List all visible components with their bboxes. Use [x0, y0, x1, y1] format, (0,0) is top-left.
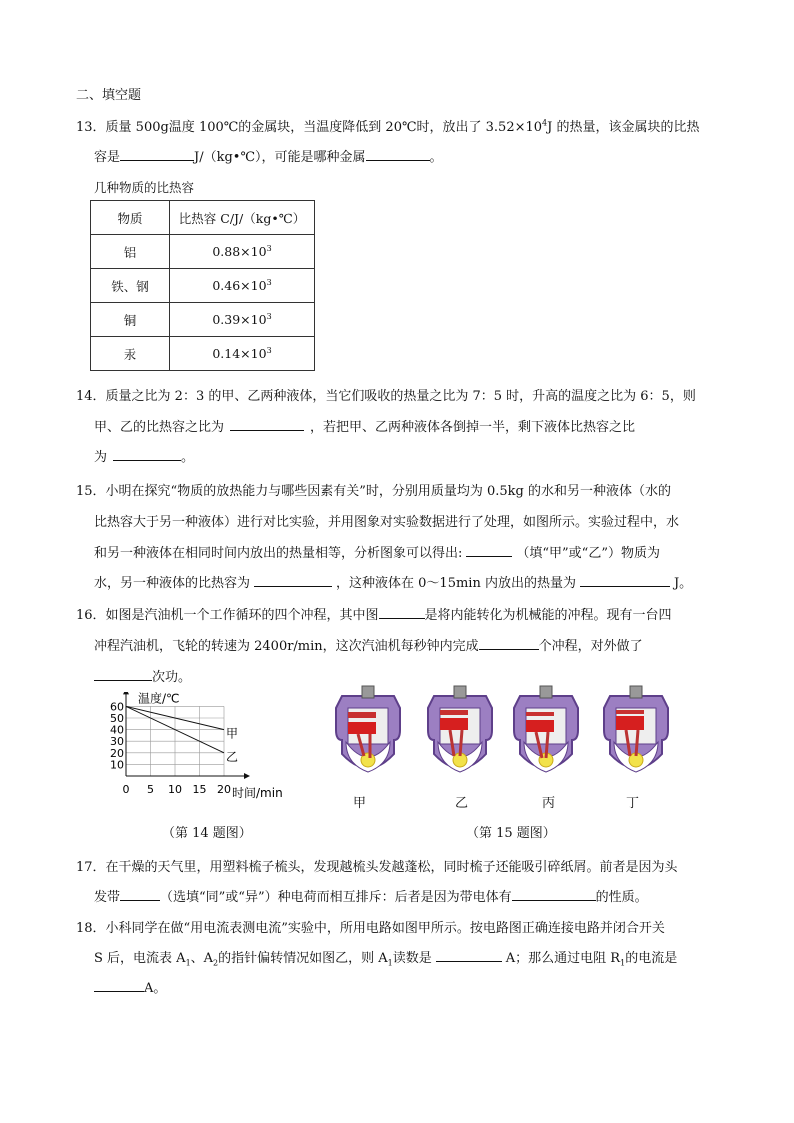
q14-line1: 14．质量之比为 2：3 的甲、乙两种液体，当它们吸收的热量之比为 7：5 时，升高的温度之比为 6：5，则: [76, 389, 696, 404]
specific-heat-table: [90, 200, 315, 371]
engine-yi-icon: [428, 686, 492, 772]
q14-line2: 甲、乙的比热容之比为 ，若把甲、乙两种液体各倒掉一半，剩下液体比热容之比: [94, 420, 636, 435]
series-label: 甲: [226, 726, 239, 741]
answer-blank[interactable]: [580, 574, 670, 587]
table-header-row: [91, 201, 315, 235]
q14-line3: 为 。: [94, 450, 195, 465]
cell-substance: 铁、钢: [91, 269, 170, 303]
q16-line3: 次功。: [94, 666, 191, 685]
q15-line4: 水，另一种液体的比热容为 ，这种液体在 0～15min 内放出的热量为 J。: [94, 576, 693, 591]
series-label: 乙: [226, 749, 239, 764]
y-axis-arrow: [123, 692, 129, 694]
y-tick-label: 30: [110, 735, 124, 749]
header-substance: 物质: [91, 201, 170, 235]
fig14-caption: （第 14 题图）: [162, 826, 252, 841]
x-tick-label: 10: [168, 783, 182, 796]
table-caption: 几种物质的比热容: [94, 180, 195, 195]
q18-line1: 18．小科同学在做“用电流表测电流”实验中，所用电路如图甲所示。按电路图正确连接电路并闭合开关: [76, 921, 665, 936]
cell-substance: 铜: [91, 303, 170, 337]
table-row: [91, 303, 315, 337]
answer-blank[interactable]: [512, 888, 596, 901]
q17-line1: 17．在干燥的天气里，用塑料梳子梳头，发现越梳头发越蓬松，同时梳子还能吸引碎纸屑。前者是因为头: [76, 860, 678, 875]
cell-substance: 铝: [91, 235, 170, 269]
answer-blank[interactable]: [366, 148, 430, 161]
q13-line1: 13．质量 500g温度 100℃的金属块，当温度降低到 20℃时，放出了 $3.52\times 10^4J$ 的热量，该金属块的比热: [76, 118, 700, 135]
answer-blank[interactable]: [230, 418, 304, 431]
y-tick-label: 20: [110, 746, 124, 760]
q18-line2: S 后，电流表 $A_1$、$A_2$的指针偏转情况如图乙，则 $A_1$读数是 A；那么通过电阻 $R_1$的电流是: [94, 951, 678, 968]
engine-label-jia: 甲: [353, 796, 367, 811]
answer-blank[interactable]: [113, 448, 181, 461]
answer-blank[interactable]: [466, 544, 512, 557]
x-tick-label: 15: [192, 783, 207, 796]
answer-blank[interactable]: [479, 637, 539, 650]
answer-blank[interactable]: [379, 606, 425, 619]
q17-line2: 发带 （选填“同”或“异”）种电荷而相互排斥：后者是因为带电体有 的性质。: [94, 890, 648, 905]
answer-blank[interactable]: [120, 888, 160, 901]
x-axis-label: 时间/min: [232, 786, 283, 800]
fig15-caption: （第 15 题图）: [466, 826, 556, 841]
y-tick-label: 40: [110, 723, 124, 737]
cell-value: $0.46\times 10^3$: [170, 269, 315, 303]
cell-substance: 汞: [91, 337, 170, 371]
engine-strokes-diagram: [322, 684, 682, 784]
y-tick-label: 50: [110, 712, 124, 725]
q18-line3: A。: [94, 977, 166, 996]
temperature-time-chart: [100, 692, 300, 810]
engine-jia-icon: [336, 686, 400, 772]
engine-label-bing: 丙: [542, 796, 556, 811]
table-row: [91, 337, 315, 371]
cell-value: $0.88\times 10^3$: [170, 235, 315, 269]
answer-blank[interactable]: [254, 574, 332, 587]
x-axis-arrow: [244, 773, 250, 779]
y-tick-label: 10: [110, 758, 124, 772]
engine-ding-icon: [604, 686, 668, 772]
cell-value: $0.39\times 10^3$: [170, 303, 315, 337]
answer-blank[interactable]: [94, 979, 144, 992]
q16-line2: 冲程汽油机，飞轮的转速为 2400r/min，这次汽油机每秒钟内完成 个冲程，对外做了: [94, 639, 643, 654]
q15-line3: 和另一种液体在相同时间内放出的热量相等，分析图象可以得出: （填“甲”或“乙”）物质为: [94, 546, 660, 561]
q13-line2: 容是 J/（kg•℃），可能是哪种金属 。: [94, 150, 443, 165]
x-tick-label: 20: [217, 783, 231, 796]
answer-blank[interactable]: [120, 148, 194, 161]
engine-bing-icon: [514, 686, 578, 772]
answer-blank[interactable]: [94, 668, 152, 681]
x-tick-label: 0: [122, 783, 130, 796]
x-tick-label: 5: [147, 783, 154, 796]
engine-label-ding: 丁: [626, 796, 640, 811]
q15-line2: 比热容大于另一种液体）进行对比实验，并用图象对实验数据进行了处理，如图所示。实验过程中，水: [94, 515, 680, 530]
table-row: [91, 269, 315, 303]
y-tick-label: 60: [110, 700, 124, 714]
q15-line1: 15．小明在探究“物质的放热能力与哪些因素有关”时，分别用质量均为 0.5kg 的水和另一种液体（水的: [76, 484, 671, 499]
y-axis-label: 温度/℃: [138, 692, 180, 706]
q16-line1: 16．如图是汽油机一个工作循环的四个冲程，其中图 是将内能转化为机械能的冲程。现有一台四: [76, 608, 672, 623]
header-specific-heat: 比热容 C/J/（kg•℃）: [170, 201, 315, 235]
section-title: 二、填空题: [76, 88, 142, 103]
engine-label-yi: 乙: [455, 796, 469, 811]
cell-value: $0.14\times 10^3$: [170, 337, 315, 371]
answer-blank[interactable]: [436, 949, 502, 962]
table-row: [91, 235, 315, 269]
